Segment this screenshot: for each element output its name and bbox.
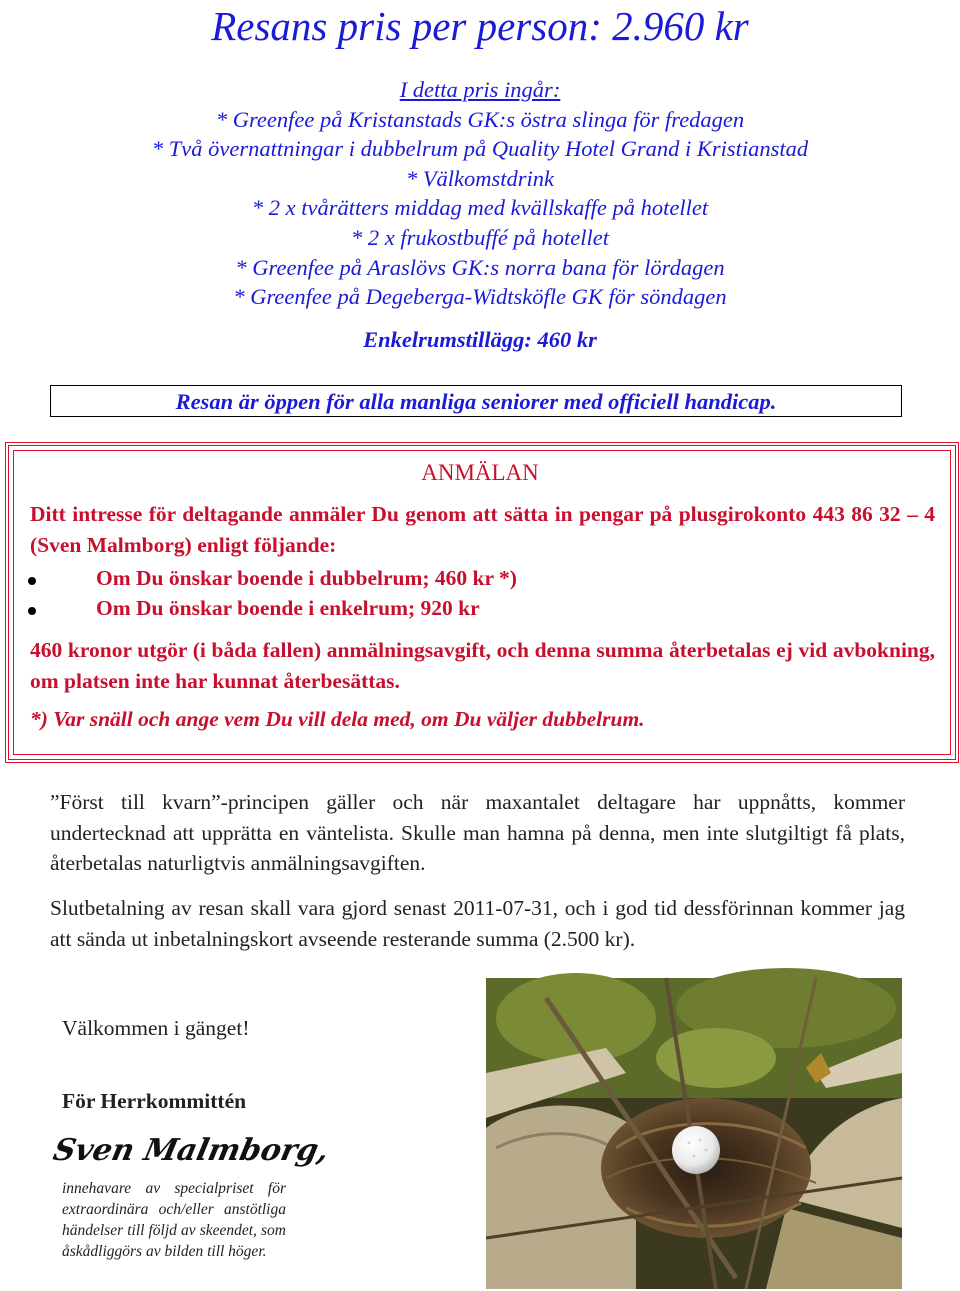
golf-ball-nest-photo bbox=[486, 978, 902, 1289]
final-payment-paragraph: Slutbetalning av resan skall vara gjord senast 2011-07-31, och i god tid dessförinnan kommer jag att sända ut inbetalningskort avseende resterande summa (2.500 kr). bbox=[50, 896, 905, 951]
registration-intro: Ditt intresse för deltagande anmäler Du genom att sätta in pengar på plusgirokonto 443 86 32 – 4 (Sven Malmborg) enligt följande: bbox=[30, 502, 935, 557]
registration-fee-note: 460 kronor utgör (i båda fallen) anmälningsavgift, och denna summa återbetalas ej vid avbokning, om platsen inte har kunnat återbesättas. bbox=[30, 638, 935, 693]
single-room-supplement: Enkelrumstillägg: 460 kr bbox=[363, 327, 597, 352]
bullet-icon bbox=[28, 607, 36, 615]
included-item: * 2 x tvårätters middag med kvällskaffe på hotellet bbox=[251, 195, 709, 221]
registration-option-single: Om Du önskar boende i enkelrum; 920 kr bbox=[96, 596, 480, 620]
included-item: * 2 x frukostbuffé på hotellet bbox=[350, 224, 610, 250]
signature-image bbox=[50, 1122, 332, 1172]
golf-ball bbox=[672, 1126, 720, 1174]
waitlist-paragraph: ”Först till kvarn”-principen gäller och när maxantalet deltagare har uppnåtts, kommer undertecknad att upprätta en väntelista. Skulle man hamna på denna, men inte slutgiltigt få plats, återbetalas naturligtvis anmälningsavgiften. bbox=[50, 790, 905, 875]
registration-heading: ANMÄLAN bbox=[421, 460, 539, 485]
eligibility-text: Resan är öppen för alla manliga seniorer med officiell handicap. bbox=[175, 389, 777, 414]
included-item: * Greenfee på Araslövs GK:s norra bana för lördagen bbox=[235, 254, 725, 280]
signature-text: Sven Malmborg, bbox=[50, 1133, 332, 1168]
welcome-text: Välkommen i gänget! bbox=[62, 1016, 250, 1040]
included-list bbox=[0, 75, 960, 312]
included-item: * Välkomstdrink bbox=[405, 165, 555, 191]
holder-note: innehavare av specialpriset för extraordinära och/eller anstötliga händelser till följd av skeendet, som åskådliggörs av bilden till höger. bbox=[62, 1180, 286, 1260]
included-item: * Två övernattningar i dubbelrum på Quality Hotel Grand i Kristianstad bbox=[151, 136, 809, 162]
bullet-icon bbox=[28, 577, 36, 585]
included-item: * Greenfee på Kristanstads GK:s östra slinga för fredagen bbox=[215, 106, 745, 132]
included-heading: I detta pris ingår: bbox=[399, 77, 561, 102]
registration-option-double: Om Du önskar boende i dubbelrum; 460 kr *) bbox=[96, 566, 517, 590]
page-title: Resans pris per person: 2.960 kr bbox=[211, 3, 749, 49]
registration-footnote: *) Var snäll och ange vem Du vill dela med, om Du väljer dubbelrum. bbox=[30, 707, 645, 731]
included-item: * Greenfee på Degeberga-Widtsköfle GK för söndagen bbox=[233, 284, 727, 310]
committee-text: För Herrkommittén bbox=[62, 1089, 247, 1113]
